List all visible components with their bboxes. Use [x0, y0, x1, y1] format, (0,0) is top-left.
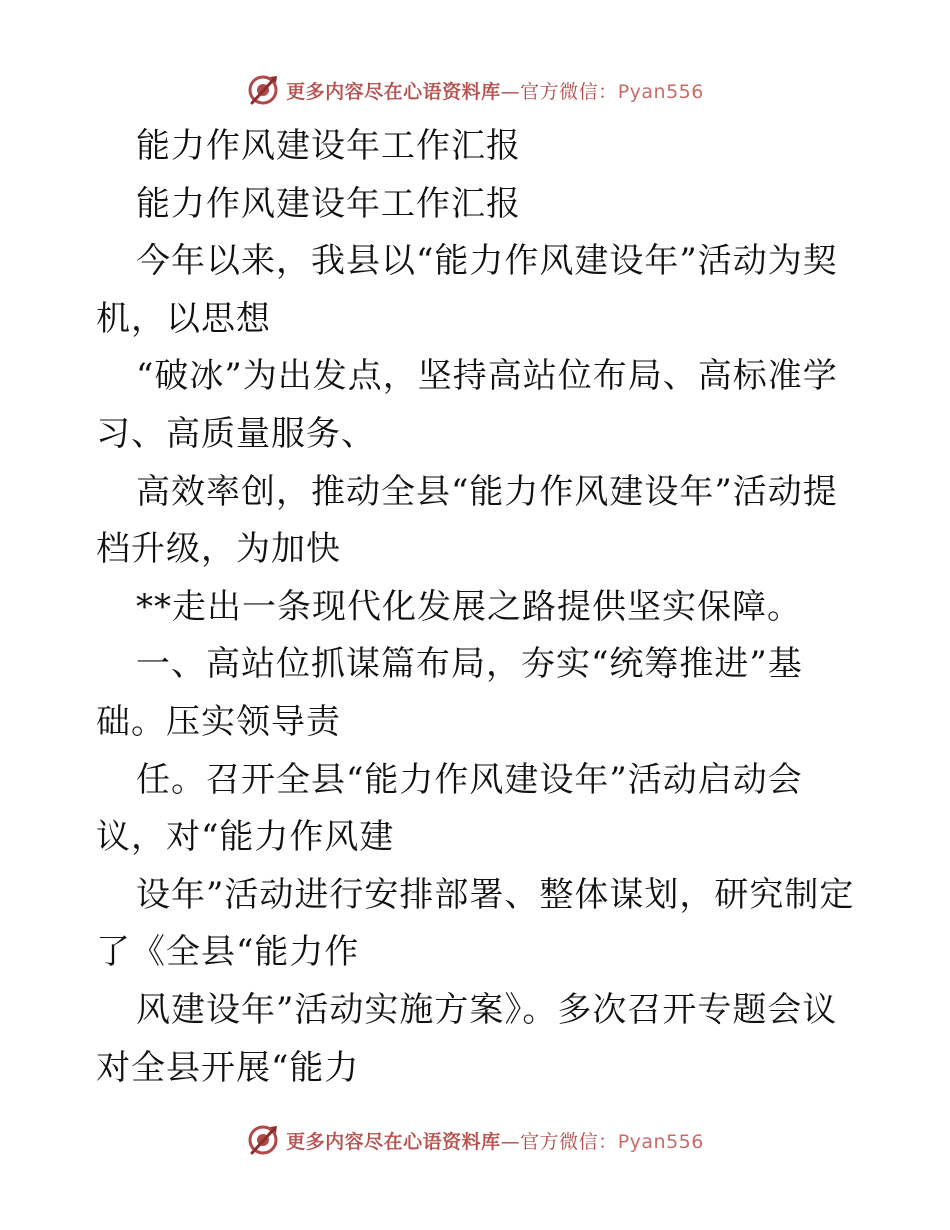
paragraph-line: **走出一条现代化发展之路提供坚实保障。	[136, 586, 802, 627]
paragraph-line: 议，对“能力作风建	[96, 817, 395, 858]
quill-seal-icon	[246, 1123, 280, 1157]
paragraph-line: 设年”活动进行安排部署、整体谋划，研究制定	[136, 874, 855, 915]
doc-title: 能力作风建设年工作汇报	[136, 126, 521, 166]
section-heading-line: 一、高站位抓谋篇布局，夯实“统筹推进”基	[136, 644, 803, 685]
watermark-wechat-id: Pyan556	[617, 1130, 704, 1153]
watermark-text	[286, 1127, 704, 1154]
paragraph-line: 风建设年”活动实施方案》。多次召开专题会议	[136, 989, 838, 1030]
document-body	[96, 118, 856, 1097]
footer-watermark	[0, 1118, 950, 1162]
paragraph-line: 高效率创，推动全县“能力作风建设年”活动提	[136, 471, 838, 512]
paragraph-line: 今年以来，我县以“能力作风建设年”活动为契	[136, 241, 838, 282]
watermark-text	[286, 77, 704, 104]
watermark-suffix: 官方微信：	[520, 80, 618, 103]
watermark-suffix: 官方微信：	[520, 1130, 618, 1153]
watermark-dash: —	[500, 80, 521, 103]
paragraph-line: 对全县开展“能力	[96, 1047, 360, 1088]
paragraph-line: 了《全县“能力作	[96, 932, 360, 973]
paragraph-line: 任。召开全县“能力作风建设年”活动启动会	[136, 759, 803, 800]
paragraph-line: 档升级，为加快	[96, 529, 341, 570]
paragraph-line: 机，以思想	[96, 298, 271, 339]
header-watermark	[0, 68, 950, 112]
doc-subtitle: 能力作风建设年工作汇报	[136, 183, 521, 224]
paragraph-line: 习、高质量服务、	[96, 413, 376, 454]
watermark-dash: —	[500, 1130, 521, 1153]
paragraph-line: “破冰”为出发点，坚持高站位布局、高标准学	[136, 356, 838, 397]
watermark-wechat-id: Pyan556	[617, 80, 704, 103]
watermark-main: 更多内容尽在心语资料库	[286, 1130, 501, 1153]
paragraph-line: 础。压实领导责	[96, 701, 341, 742]
quill-seal-icon	[246, 73, 280, 107]
watermark-main: 更多内容尽在心语资料库	[286, 80, 501, 103]
